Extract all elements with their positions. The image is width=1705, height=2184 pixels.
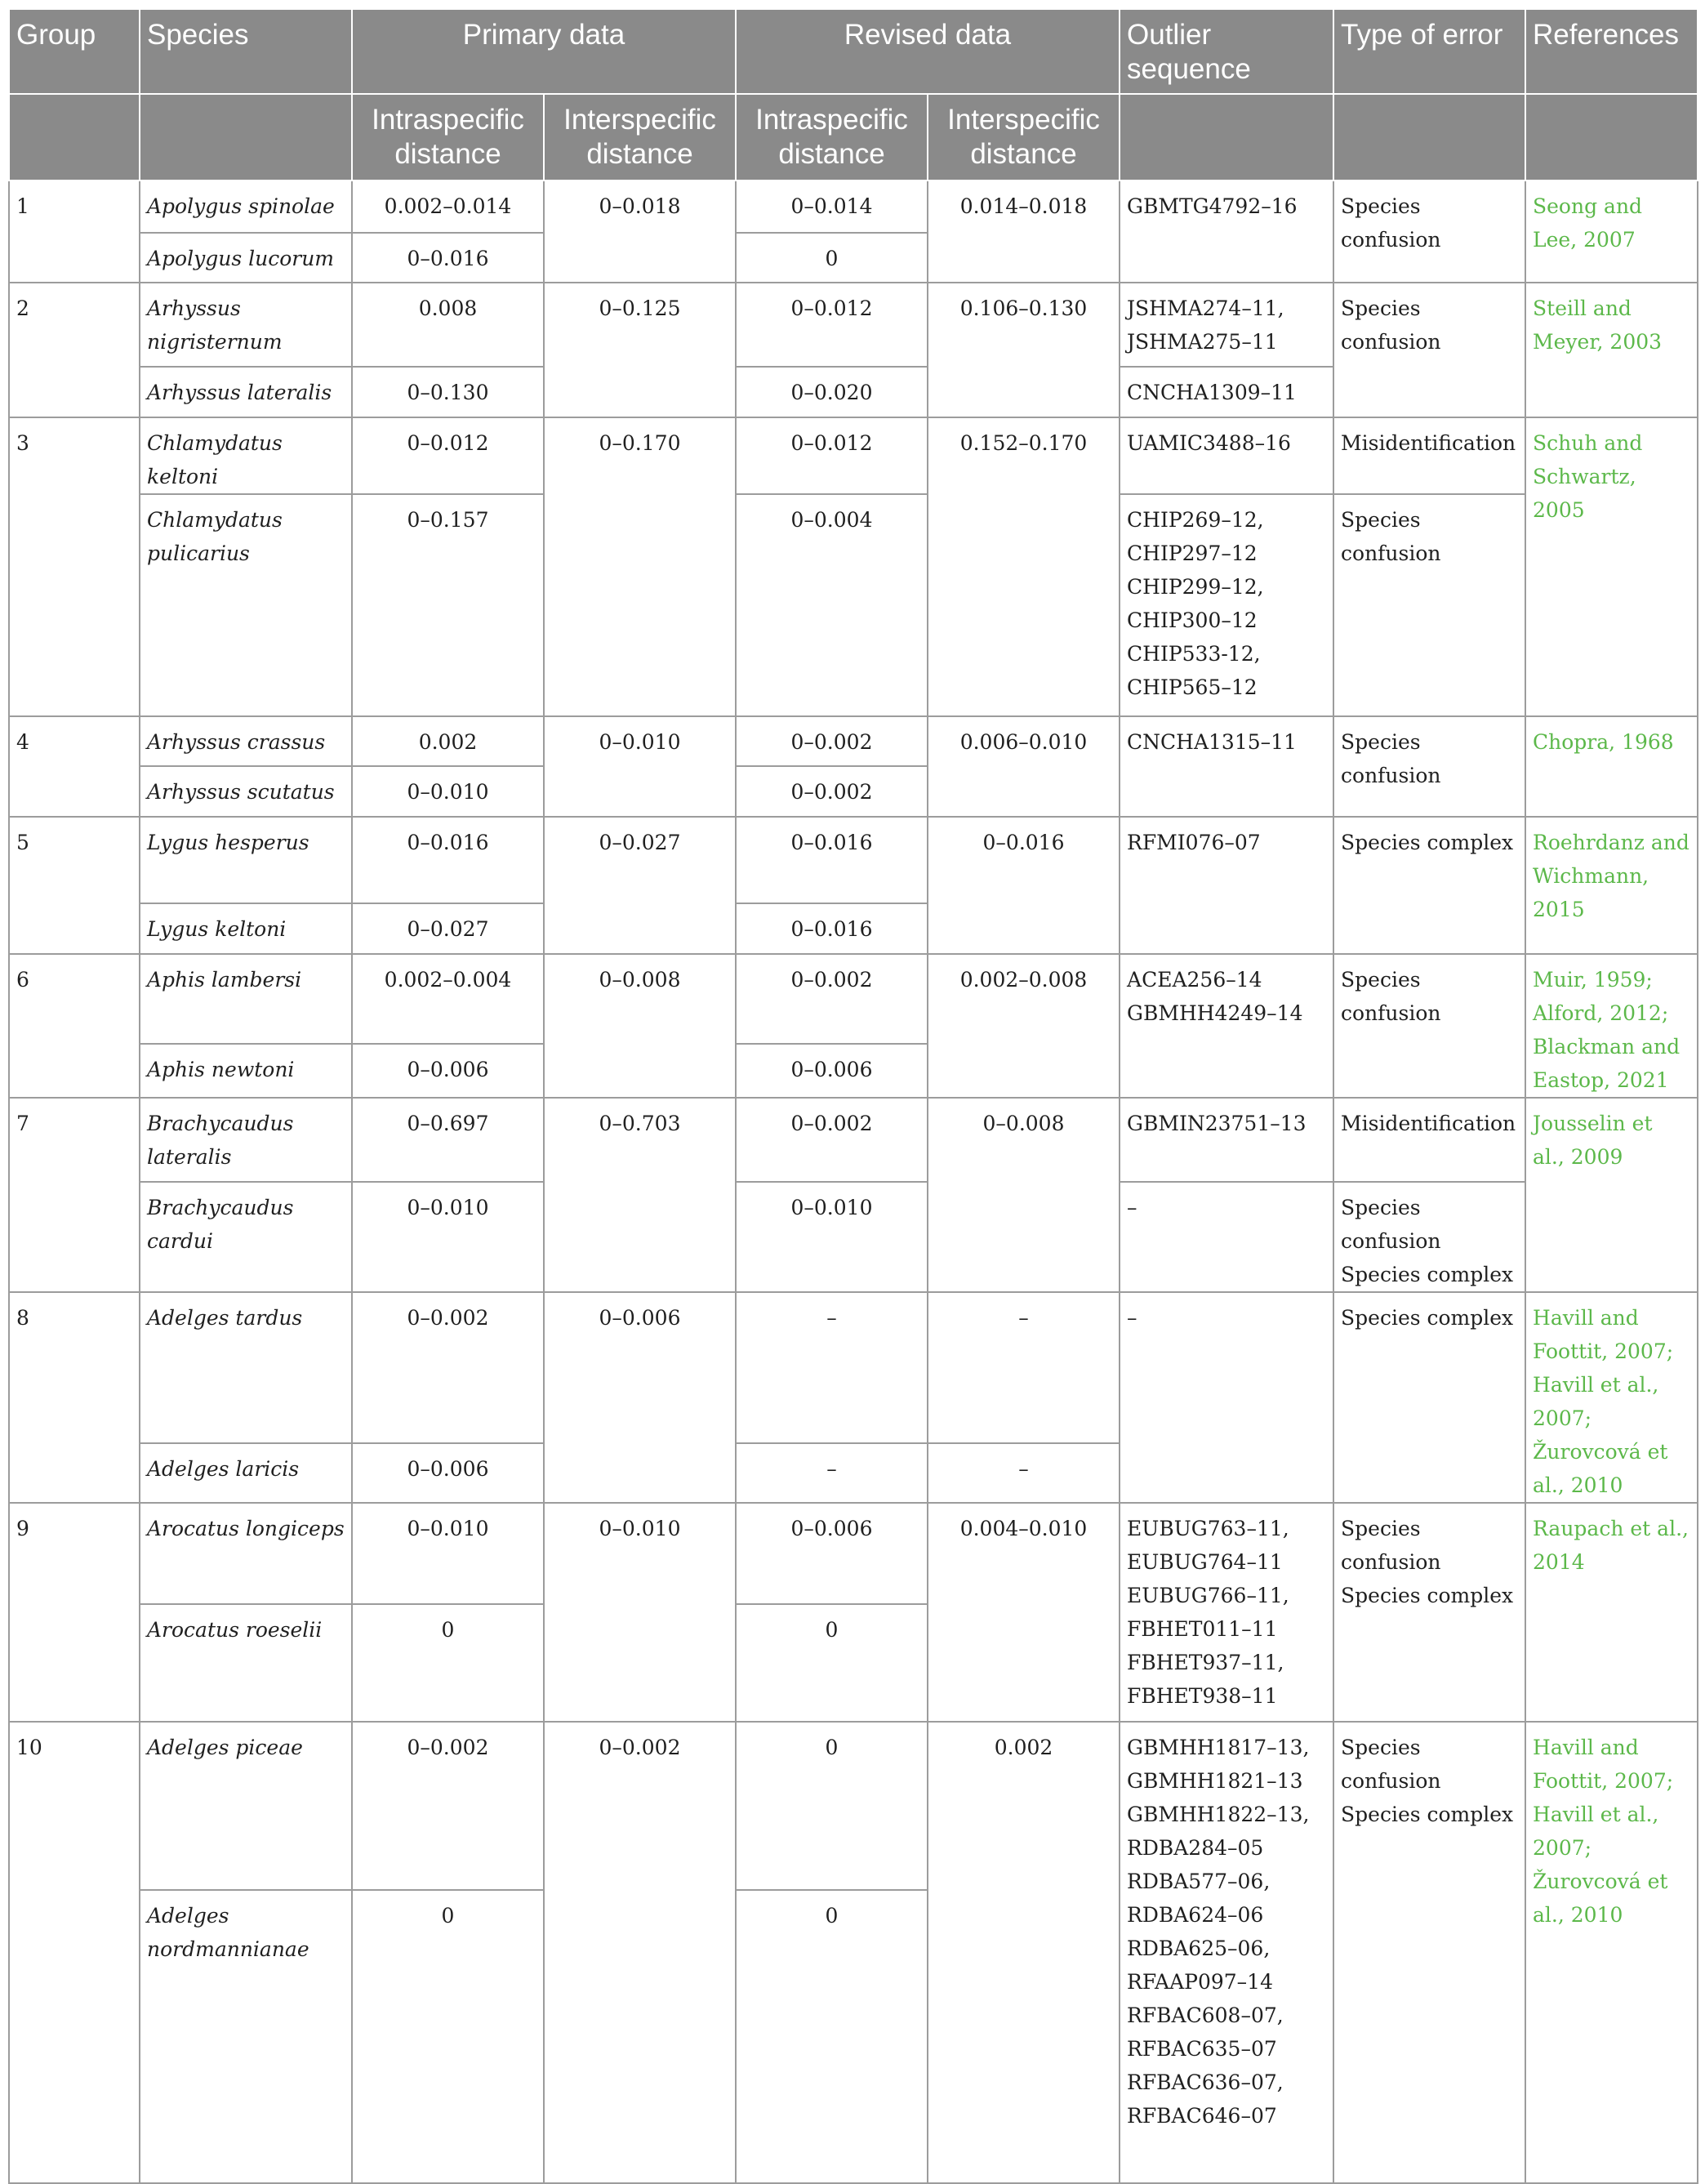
- revised-interspecific: –: [928, 1443, 1120, 1503]
- header-type-of-error: Type of error: [1333, 9, 1525, 94]
- revised-intraspecific: 0–0.010: [736, 1182, 928, 1292]
- revised-intraspecific: 0–0.020: [736, 367, 928, 417]
- header-blank: [1120, 94, 1333, 181]
- header-primary-intraspecific: Intraspecific distance: [352, 94, 544, 181]
- error-type: Species complex: [1333, 817, 1525, 954]
- outlier-sequence: UAMIC3488–16: [1120, 417, 1333, 494]
- data-table: [8, 8, 1698, 2184]
- header-references: References: [1525, 9, 1698, 94]
- species-name: Arocatus roeselii: [140, 1604, 352, 1722]
- primary-intraspecific: 0: [352, 1890, 544, 2183]
- header-revised-data: Revised data: [736, 9, 1120, 94]
- outlier-sequence: JSHMA274–11, JSHMA275–11: [1120, 283, 1333, 367]
- primary-interspecific: 0–0.018: [544, 181, 736, 283]
- outlier-sequence: GBMIN23751–13: [1120, 1098, 1333, 1182]
- primary-intraspecific: 0–0.006: [352, 1443, 544, 1503]
- revised-intraspecific: 0: [736, 1604, 928, 1722]
- error-type: Species confusion: [1333, 181, 1525, 283]
- revised-intraspecific: 0–0.012: [736, 417, 928, 494]
- outlier-sequence: GBMTG4792–16: [1120, 181, 1333, 283]
- primary-intraspecific: 0.002: [352, 716, 544, 766]
- revised-intraspecific: 0–0.016: [736, 903, 928, 954]
- revised-intraspecific: 0–0.006: [736, 1044, 928, 1098]
- error-type: Species confusion: [1333, 954, 1525, 1098]
- species-name: Apolygus spinolae: [140, 181, 352, 233]
- primary-intraspecific: 0–0.012: [352, 417, 544, 494]
- revised-intraspecific: 0–0.002: [736, 954, 928, 1044]
- revised-intraspecific: 0: [736, 1890, 928, 2183]
- header-outlier-sequence: Outlier sequence: [1120, 9, 1333, 94]
- header-group: Group: [9, 9, 140, 94]
- species-name: Apolygus lucorum: [140, 233, 352, 283]
- error-type: Species complex: [1333, 1292, 1525, 1503]
- primary-intraspecific: 0–0.002: [352, 1292, 544, 1443]
- species-name: Lygus keltoni: [140, 903, 352, 954]
- primary-intraspecific: 0–0.002: [352, 1722, 544, 1890]
- revised-intraspecific: 0–0.016: [736, 817, 928, 903]
- revised-interspecific: 0.002–0.008: [928, 954, 1120, 1098]
- primary-intraspecific: 0.008: [352, 283, 544, 367]
- error-type: Misidentification: [1333, 1098, 1525, 1182]
- primary-intraspecific: 0.002–0.014: [352, 181, 544, 233]
- revised-interspecific: 0.006–0.010: [928, 716, 1120, 817]
- revised-intraspecific: 0–0.002: [736, 716, 928, 766]
- group-number: 3: [9, 417, 140, 716]
- species-name: Adelges laricis: [140, 1443, 352, 1503]
- revised-intraspecific: –: [736, 1292, 928, 1443]
- outlier-sequence: –: [1120, 1182, 1333, 1292]
- reference: Steill and Meyer, 2003: [1525, 283, 1698, 417]
- primary-intraspecific: 0: [352, 1604, 544, 1722]
- group-number: 6: [9, 954, 140, 1098]
- primary-interspecific: 0–0.008: [544, 954, 736, 1098]
- primary-intraspecific: 0–0.010: [352, 1503, 544, 1604]
- revised-intraspecific: 0–0.002: [736, 766, 928, 817]
- reference: Muir, 1959; Alford, 2012; Blackman and Eastop, 2021: [1525, 954, 1698, 1098]
- header-blank: [9, 94, 140, 181]
- revised-intraspecific: 0–0.002: [736, 1098, 928, 1182]
- group-number: 10: [9, 1722, 140, 2183]
- error-type: Species confusion Species complex: [1333, 1503, 1525, 1722]
- revised-intraspecific: 0–0.012: [736, 283, 928, 367]
- primary-intraspecific: 0–0.130: [352, 367, 544, 417]
- outlier-sequence: CNCHA1315–11: [1120, 716, 1333, 817]
- reference: Schuh and Schwartz, 2005: [1525, 417, 1698, 716]
- header-revised-intraspecific: Intraspecific distance: [736, 94, 928, 181]
- revised-interspecific: 0.106–0.130: [928, 283, 1120, 417]
- revised-intraspecific: 0–0.014: [736, 181, 928, 233]
- species-name: Chlamydatus pulicarius: [140, 494, 352, 716]
- header-species: Species: [140, 9, 352, 94]
- revised-intraspecific: 0: [736, 1722, 928, 1890]
- primary-intraspecific: 0–0.010: [352, 1182, 544, 1292]
- primary-interspecific: 0–0.006: [544, 1292, 736, 1503]
- species-name: Arhyssus nigristernum: [140, 283, 352, 367]
- primary-interspecific: 0–0.002: [544, 1722, 736, 2183]
- outlier-sequence: RFMI076–07: [1120, 817, 1333, 954]
- header-primary-data: Primary data: [352, 9, 736, 94]
- revised-intraspecific: 0–0.004: [736, 494, 928, 716]
- group-number: 7: [9, 1098, 140, 1292]
- error-type: Species confusion: [1333, 283, 1525, 417]
- primary-interspecific: 0–0.170: [544, 417, 736, 716]
- species-name: Adelges tardus: [140, 1292, 352, 1443]
- outlier-sequence: EUBUG763–11, EUBUG764–11 EUBUG766–11, FBHET011–11 FBHET937–11, FBHET938–11: [1120, 1503, 1333, 1722]
- outlier-sequence: ACEA256–14 GBMHH4249–14: [1120, 954, 1333, 1098]
- revised-intraspecific: 0–0.006: [736, 1503, 928, 1604]
- revised-intraspecific: 0: [736, 233, 928, 283]
- error-type: Species confusion: [1333, 716, 1525, 817]
- primary-intraspecific: 0–0.027: [352, 903, 544, 954]
- reference: Raupach et al., 2014: [1525, 1503, 1698, 1722]
- reference: Havill and Foottit, 2007; Havill et al., 2007; Žurovcová et al., 2010: [1525, 1722, 1698, 2183]
- species-name: Arocatus longiceps: [140, 1503, 352, 1604]
- group-number: 2: [9, 283, 140, 417]
- outlier-sequence: CNCHA1309–11: [1120, 367, 1333, 417]
- revised-intraspecific: –: [736, 1443, 928, 1503]
- species-name: Brachycaudus lateralis: [140, 1098, 352, 1182]
- header-blank: [140, 94, 352, 181]
- revised-interspecific: 0.014–0.018: [928, 181, 1120, 283]
- primary-intraspecific: 0–0.157: [352, 494, 544, 716]
- revised-interspecific: –: [928, 1292, 1120, 1443]
- primary-intraspecific: 0–0.697: [352, 1098, 544, 1182]
- primary-interspecific: 0–0.703: [544, 1098, 736, 1292]
- group-number: 1: [9, 181, 140, 283]
- species-name: Aphis newtoni: [140, 1044, 352, 1098]
- primary-interspecific: 0–0.125: [544, 283, 736, 417]
- species-name: Adelges piceae: [140, 1722, 352, 1890]
- header-revised-interspecific: Interspecific distance: [928, 94, 1120, 181]
- reference: Chopra, 1968: [1525, 716, 1698, 817]
- primary-interspecific: 0–0.027: [544, 817, 736, 954]
- outlier-sequence: GBMHH1817–13, GBMHH1821–13 GBMHH1822–13, RDBA284–05 RDBA577–06, RDBA624–06 RDBA625–06, RFAAP097–14 RFBAC608–07, RFBAC635–07 RFBAC636–07, RFBAC646–07: [1120, 1722, 1333, 2183]
- group-number: 4: [9, 716, 140, 817]
- error-type: Species confusion Species complex: [1333, 1722, 1525, 2183]
- group-number: 5: [9, 817, 140, 954]
- species-name: Brachycaudus cardui: [140, 1182, 352, 1292]
- species-name: Arhyssus lateralis: [140, 367, 352, 417]
- reference: Seong and Lee, 2007: [1525, 181, 1698, 283]
- species-name: Chlamydatus keltoni: [140, 417, 352, 494]
- outlier-sequence: CHIP269–12, CHIP297–12 CHIP299–12, CHIP300–12 CHIP533-12, CHIP565–12: [1120, 494, 1333, 716]
- primary-interspecific: 0–0.010: [544, 1503, 736, 1722]
- species-name: Arhyssus crassus: [140, 716, 352, 766]
- revised-interspecific: 0–0.008: [928, 1098, 1120, 1292]
- primary-intraspecific: 0.002–0.004: [352, 954, 544, 1044]
- error-type: Species confusion: [1333, 494, 1525, 716]
- species-name: Arhyssus scutatus: [140, 766, 352, 817]
- header-primary-interspecific: Interspecific distance: [544, 94, 736, 181]
- revised-interspecific: 0–0.016: [928, 817, 1120, 954]
- primary-interspecific: 0–0.010: [544, 716, 736, 817]
- outlier-sequence: –: [1120, 1292, 1333, 1503]
- revised-interspecific: 0.002: [928, 1722, 1120, 2183]
- reference: Jousselin et al., 2009: [1525, 1098, 1698, 1292]
- primary-intraspecific: 0–0.016: [352, 817, 544, 903]
- primary-intraspecific: 0–0.010: [352, 766, 544, 817]
- revised-interspecific: 0.152–0.170: [928, 417, 1120, 716]
- species-name: Lygus hesperus: [140, 817, 352, 903]
- primary-intraspecific: 0–0.016: [352, 233, 544, 283]
- reference: Roehrdanz and Wichmann, 2015: [1525, 817, 1698, 954]
- revised-interspecific: 0.004–0.010: [928, 1503, 1120, 1722]
- species-name: Aphis lambersi: [140, 954, 352, 1044]
- error-type: Species confusion Species complex: [1333, 1182, 1525, 1292]
- header-blank: [1333, 94, 1525, 181]
- group-number: 9: [9, 1503, 140, 1722]
- primary-intraspecific: 0–0.006: [352, 1044, 544, 1098]
- species-name: Adelges nordmannianae: [140, 1890, 352, 2183]
- group-number: 8: [9, 1292, 140, 1503]
- header-blank: [1525, 94, 1698, 181]
- error-type: Misidentification: [1333, 417, 1525, 494]
- reference: Havill and Foottit, 2007; Havill et al., 2007; Žurovcová et al., 2010: [1525, 1292, 1698, 1503]
